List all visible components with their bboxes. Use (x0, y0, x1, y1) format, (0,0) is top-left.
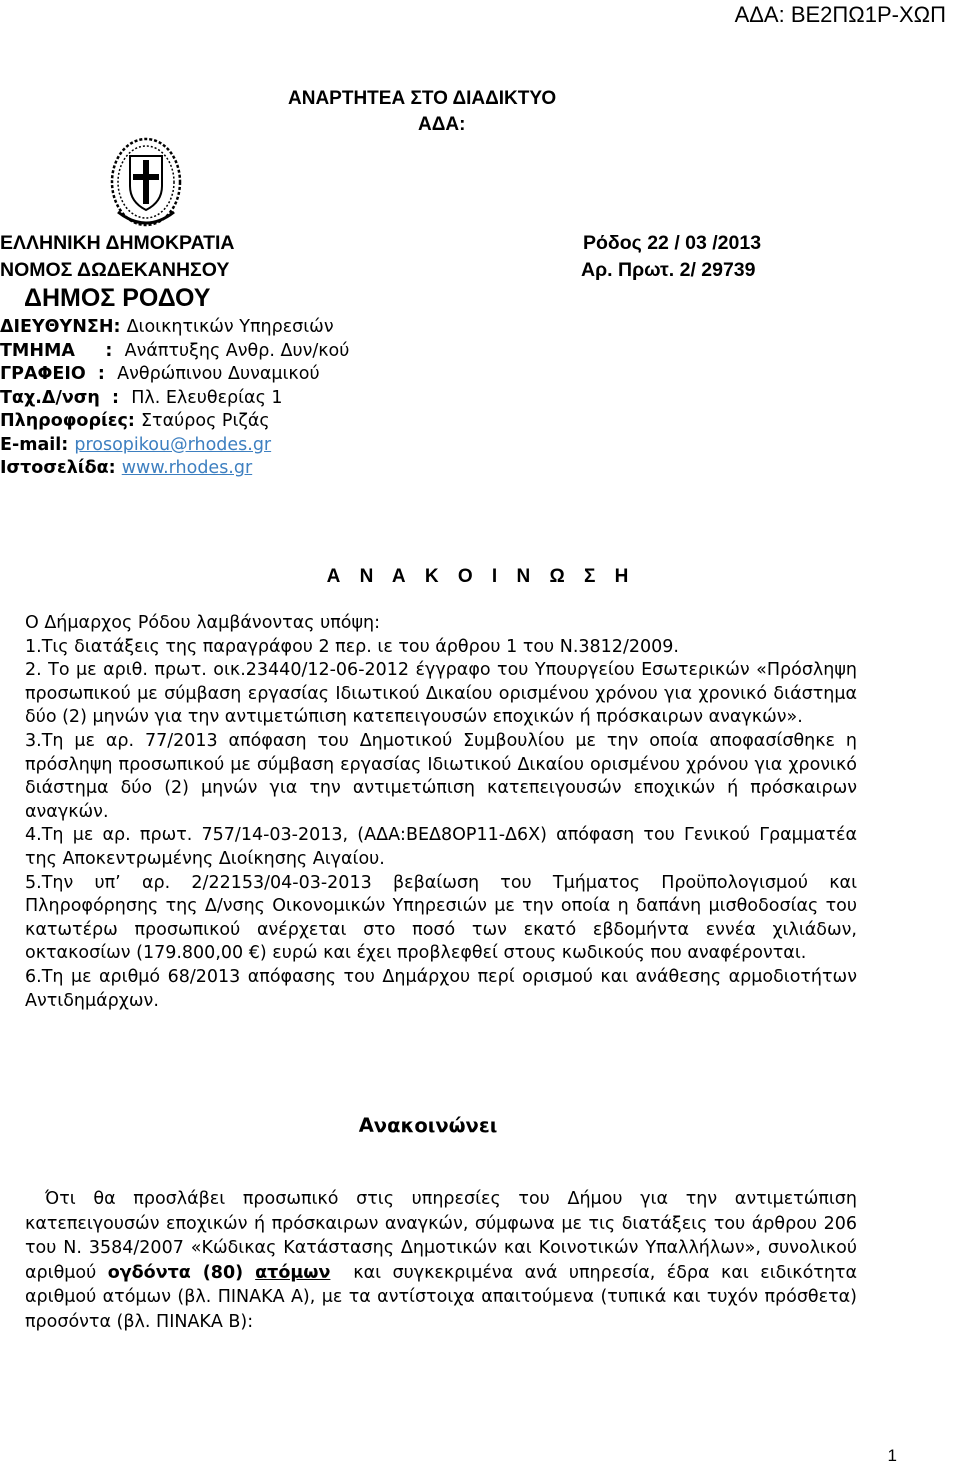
consideration-item: 1.Τις διατάξεις της παραγράφου 2 περ. ιε του άρθρου 1 του Ν.3812/2009. (25, 636, 679, 657)
email-link[interactable]: prosopikou@rhodes.gr (74, 434, 272, 455)
consideration-item: 5.Την υπ’ αρ. 2/22153/04-03-2013 βεβαίωση του Τμήματος Προϋπολογισμού και Πληροφόρησης της Δ/νσης Οικονομικών Υπηρεσιών με την οποία η δαπάνη μισθοδοσίας του κατωτέρω προσωπικού ανέρχεται στο ποσό των εκατό εβδομήντα εννέα χιλιάδων, οκτακοσίων (179.800,00 €) ευρώ και έχει προβλεφθεί στους κωδικούς που αναφέρονται. (25, 872, 857, 964)
consideration-item: 3.Τη με αρ. 77/2013 απόφαση του Δημοτικού Συμβουλίου με την οποία αποφασίσθηκε η πρόσληψη προσωπικού με σύμβαση εργασίας Ιδιωτικού Δικαίου ορισμένου χρόνου για χρονικό διάστημα δύο (2) μηνών για την αντιμετώπιση κατεπειγουσών εποχικών ή πρόσκαιρων αναγκών. (25, 730, 857, 822)
announcement-title: Α Ν Α Κ Ο Ι Ν Ω Σ Η (326, 566, 636, 587)
info-row-website: Ιστοσελίδα: www.rhodes.gr (0, 458, 253, 478)
protocol-number: Αρ. Πρωτ. 2/ 29739 (581, 259, 756, 281)
announces-heading: Ανακοινώνει (358, 1114, 498, 1137)
considerations-list (25, 612, 857, 1013)
info-row-address: Ταχ.Δ/νση : Πλ. Ελευθερίας 1 (0, 387, 283, 408)
publish-line: ΑΝΑΡΤΗΤΕΑ ΣΤΟ ΔΙΑΔΙΚΤΥΟ (288, 88, 557, 109)
publish-notice (288, 86, 556, 138)
intro-text: Ο Δήμαρχος Ρόδου λαμβάνοντας υπόψη: (25, 613, 380, 633)
announcement-body: Ότι θα προσλάβει προσωπικό στις υπηρεσίες του Δήμου για την αντιμετώπιση κατεπειγουσών εποχικών ή πρόσκαιρων αναγκών, σύμφωνα με τις διατάξεις του άρθρου 206 του Ν. 3584/2007 «Κώδικας Κατάστασης Δημοτικών και Κοινοτικών Υπαλλήλων», συνολικού αριθμού ογδόντα (80) ατόμων και συγκεκριμένα ανά υπηρεσία, έδρα και ειδικότητα αριθμού ατόμων (βλ. ΠΙΝΑΚΑ Α), με τα αντίστοιχα απαιτούμενα (τυπικά και τυχόν πρόσθετα) προσόντα (βλ. ΠΙΝΑΚΑ Β): (25, 1189, 869, 1332)
persons-word: ατόμων (255, 1262, 331, 1283)
info-row-office: ΓΡΑΦΕΙΟ : Ανθρώπινου Δυναμικού (0, 364, 320, 384)
consideration-item: 6.Τη με αριθμό 68/2013 απόφασης του Δημάρχου περί ορισμού και ανάθεσης αρμοδιοτήτων Αντιδημάρχων. (25, 966, 857, 1011)
greek-coat-of-arms-emblem (108, 134, 184, 232)
city-date: Ρόδος 22 / 03 /2013 (583, 232, 762, 254)
total-count: ογδόντα (80) (107, 1262, 256, 1283)
info-row-contact: Πληροφορίες: Σταύρος Ριζάς (0, 411, 270, 431)
info-block (0, 316, 349, 481)
page-number: 1 (887, 1446, 897, 1465)
consideration-item: 2. Το με αριθ. πρωτ. οικ.23440/12-06-2012 έγγραφο του Υπουργείου Εσωτερικών «Πρόσληψη προσωπικού με σύμβαση εργασίας Ιδιωτικού Δικαίου ορισμένου χρόνου για χρονικό διάστημα δύο (2) μηνών για την αντιμετώπιση κατεπειγουσών εποχικών ή πρόσκαιρων αναγκών». (25, 660, 857, 728)
website-link[interactable]: www.rhodes.gr (121, 458, 253, 478)
republic-label: ΕΛΛΗΝΙΚΗ ΔΗΜΟΚΡΑΤΙΑ (0, 232, 235, 254)
municipality-label: ΔΗΜΟΣ ΡΟΔΟΥ (24, 284, 211, 312)
consideration-item: 4.Τη με αρ. πρωτ. 757/14-03-2013, (ΑΔΑ:ΒΕΔ8ΟΡ11-Δ6Χ) απόφαση του Γενικού Γραμματέα της Αποκεντρωμένης Διοίκησης Αιγαίου. (25, 825, 857, 869)
publish-ada-line: ΑΔΑ: (418, 114, 466, 135)
prefecture-label: ΝΟΜΟΣ ΔΩΔΕΚΑΝΗΣΟΥ (0, 259, 230, 281)
info-row-email: E-mail: prosopikou@rhodes.gr (0, 434, 272, 455)
info-row-department: ΤΜΗΜΑ : Ανάπτυξης Ανθρ. Δυν/κού (0, 340, 350, 361)
ada-header: ΑΔΑ: ΒΕ2ΠΩ1Ρ-ΧΩΠ (734, 2, 946, 27)
info-row-directorate: ΔΙΕΥΘΥΝΣΗ: Διοικητικών Υπηρεσιών (0, 317, 334, 337)
